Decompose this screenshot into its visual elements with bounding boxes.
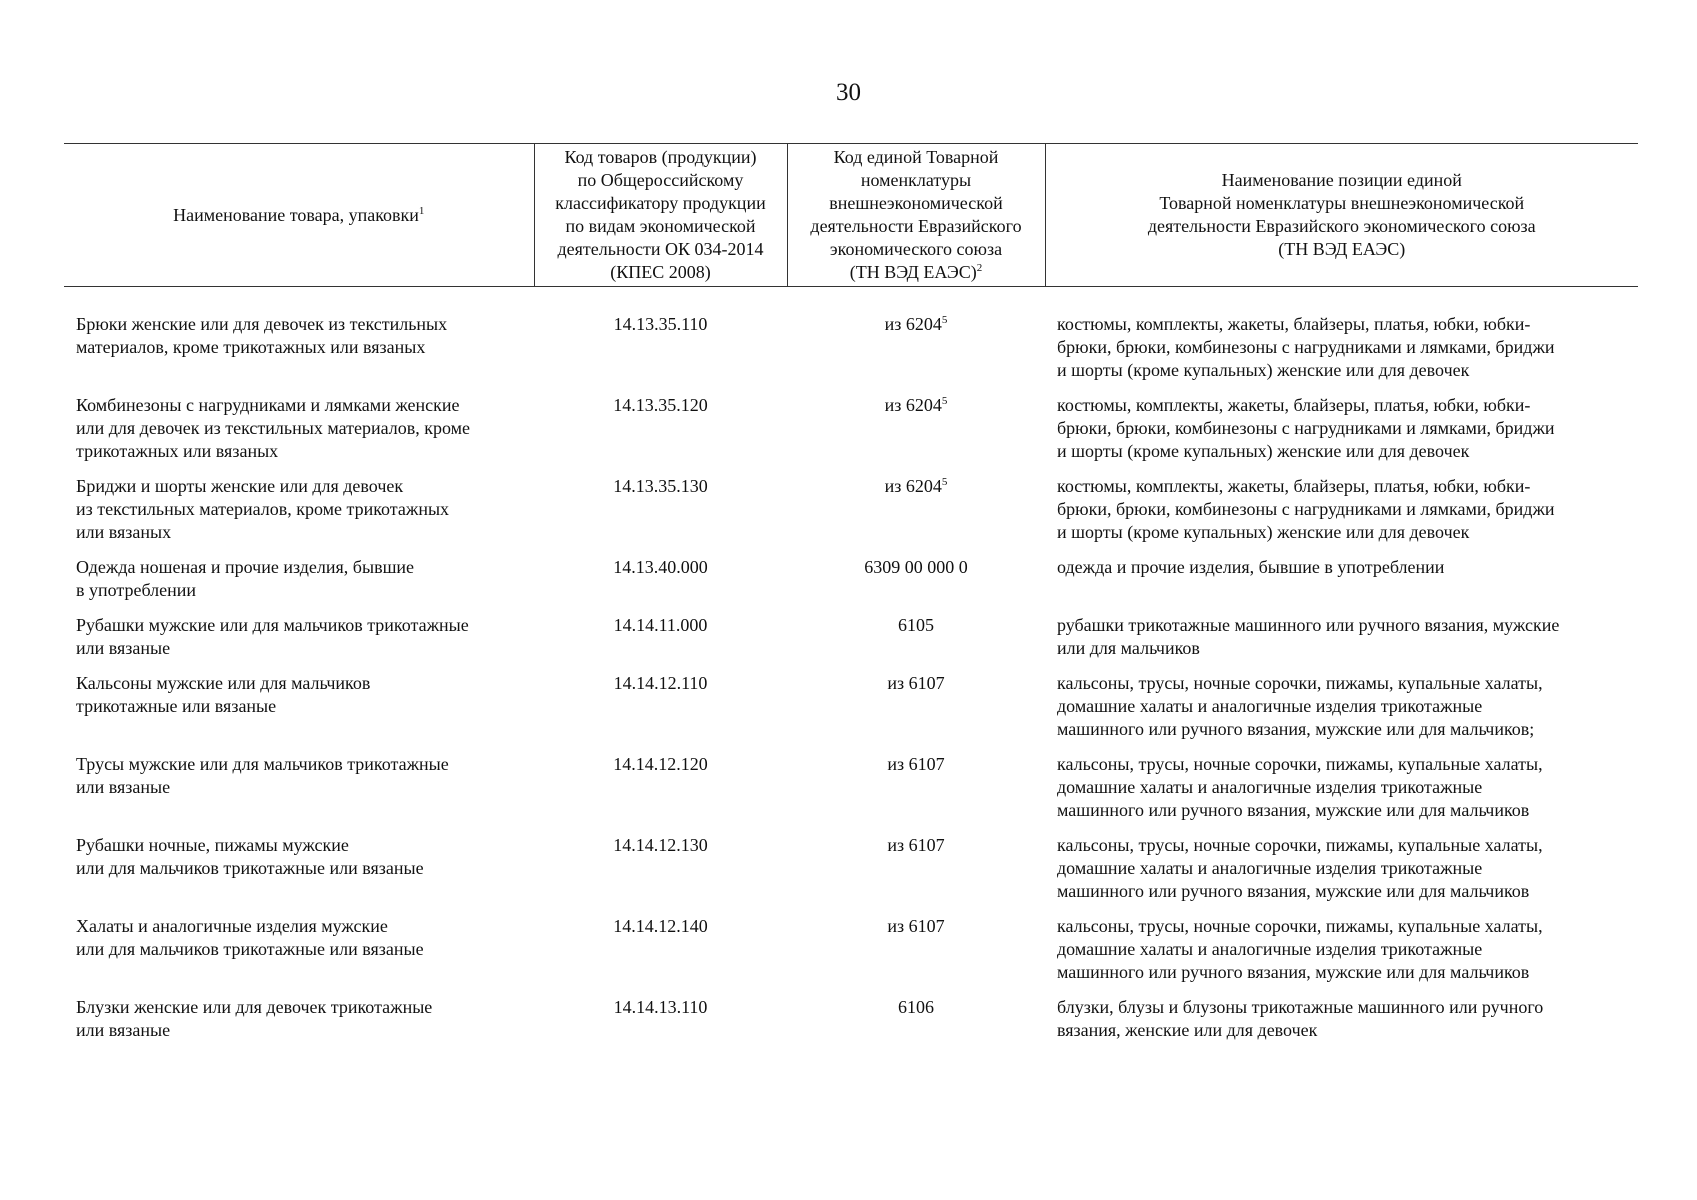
cell-tnved-footnote: 5: [941, 314, 948, 326]
cell-okpd: 14.14.12.140: [613, 916, 708, 936]
cell-okpd: 14.13.35.110: [613, 314, 708, 334]
cell-name: Халаты и аналогичные изделия мужские или для мальчиков трикотажные или вязаные: [76, 916, 424, 959]
header-name: [64, 144, 534, 287]
cell-name: Трусы мужские или для мальчиков трикотажные или вязаные: [76, 754, 449, 797]
cell-tnved: [787, 996, 1045, 1054]
cell-tnved: [787, 915, 1045, 996]
cell-tnved: [787, 394, 1045, 475]
cell-desc: кальсоны, трусы, ночные сорочки, пижамы, купальные халаты, домашние халаты и аналогичные изделия трикотажные машинного или ручного вязания, мужские или для мальчиков: [1057, 916, 1543, 982]
cell-tnved-text: из 6107: [887, 754, 945, 774]
header-okpd: Код товаров (продукции) по Общероссийскому классификатору продукции по видам экономической деятельности ОК 034-2014 (КПЕС 2008): [534, 144, 787, 287]
cell-tnved: [787, 753, 1045, 834]
cell-tnved-text: из 6107: [887, 835, 945, 855]
cell-okpd: 14.14.12.120: [613, 754, 708, 774]
table-row: [64, 834, 1638, 915]
cell-tnved-footnote: 5: [941, 395, 948, 407]
table-row: [64, 475, 1638, 556]
header-tnved: [787, 144, 1045, 287]
header-tnved-text: Код единой Товарной номенклатуры внешнеэкономической деятельности Евразийского экономического союза (ТН ВЭД ЕАЭС): [810, 147, 1022, 282]
cell-desc: костюмы, комплекты, жакеты, блайзеры, платья, юбки, юбки- брюки, брюки, комбинезоны с нагрудниками и лямками, бриджи и шорты (кроме купальных) женские или для девочек: [1057, 395, 1555, 461]
cell-tnved-text: из 6107: [887, 673, 945, 693]
table-row: [64, 672, 1638, 753]
table-row: [64, 753, 1638, 834]
cell-name: Комбинезоны с нагрудниками и лямками женские или для девочек из текстильных материалов, кроме трикотажных или вязаных: [76, 395, 471, 461]
header-name-text: Наименование товара, упаковки: [173, 204, 419, 225]
cell-tnved: [787, 672, 1045, 753]
cell-desc: костюмы, комплекты, жакеты, блайзеры, платья, юбки, юбки- брюки, брюки, комбинезоны с нагрудниками и лямками, бриджи и шорты (кроме купальных) женские или для девочек: [1057, 476, 1555, 542]
cell-tnved: [787, 475, 1045, 556]
cell-name: Брюки женские или для девочек из текстильных материалов, кроме трикотажных или вязаных: [76, 314, 448, 357]
cell-tnved: [787, 614, 1045, 672]
cell-tnved-footnote: 5: [941, 476, 948, 488]
cell-desc: одежда и прочие изделия, бывшие в употреблении: [1057, 557, 1445, 577]
cell-okpd: 14.13.40.000: [613, 557, 708, 577]
cell-okpd: 14.14.11.000: [613, 615, 708, 635]
cell-tnved-text: из 6204: [884, 314, 942, 334]
cell-tnved-text: 6309 00 000 0: [864, 557, 968, 577]
cell-name: Кальсоны мужские или для мальчиков трикотажные или вязаные: [76, 673, 371, 716]
page-number: 30: [836, 79, 861, 106]
table-body: [64, 287, 1638, 1055]
cell-desc: кальсоны, трусы, ночные сорочки, пижамы, купальные халаты, домашние халаты и аналогичные изделия трикотажные машинного или ручного вязания, мужские или для мальчиков: [1057, 754, 1543, 820]
cell-okpd: 14.14.12.110: [613, 673, 708, 693]
header-desc: Наименование позиции единой Товарной номенклатуры внешнеэкономической деятельности Евразийского экономического союза (ТН ВЭД ЕАЭС): [1045, 144, 1638, 287]
cell-desc: костюмы, комплекты, жакеты, блайзеры, платья, юбки, юбки- брюки, брюки, комбинезоны с нагрудниками и лямками, бриджи и шорты (кроме купальных) женские или для девочек: [1057, 314, 1555, 380]
cell-tnved-text: 6105: [898, 615, 934, 635]
cell-tnved: [787, 287, 1045, 395]
cell-desc: кальсоны, трусы, ночные сорочки, пижамы, купальные халаты, домашние халаты и аналогичные изделия трикотажные машинного или ручного вязания, мужские или для мальчиков;: [1057, 673, 1543, 739]
table-header: [64, 144, 1638, 287]
table-row: [64, 287, 1638, 395]
cell-tnved: [787, 834, 1045, 915]
cell-tnved-text: из 6204: [884, 395, 942, 415]
header-name-footnote: 1: [418, 204, 425, 217]
table-row: [64, 614, 1638, 672]
table-row: [64, 996, 1638, 1054]
cell-name: Одежда ношеная и прочие изделия, бывшие в употреблении: [76, 557, 415, 600]
cell-tnved-text: из 6204: [884, 476, 942, 496]
cell-okpd: 14.14.13.110: [613, 997, 708, 1017]
cell-okpd: 14.13.35.120: [613, 395, 708, 415]
cell-desc: кальсоны, трусы, ночные сорочки, пижамы, купальные халаты, домашние халаты и аналогичные изделия трикотажные машинного или ручного вязания, мужские или для мальчиков: [1057, 835, 1543, 901]
cell-tnved-text: из 6107: [887, 916, 945, 936]
cell-tnved: [787, 556, 1045, 614]
cell-desc: блузки, блузы и блузоны трикотажные машинного или ручного вязания, женские или для девочек: [1057, 997, 1544, 1040]
cell-name: Блузки женские или для девочек трикотажные или вязаные: [76, 997, 433, 1040]
goods-table: [64, 143, 1638, 1054]
cell-name: Рубашки мужские или для мальчиков трикотажные или вязаные: [76, 615, 469, 658]
cell-name: Рубашки ночные, пижамы мужские или для мальчиков трикотажные или вязаные: [76, 835, 424, 878]
cell-tnved-text: 6106: [898, 997, 934, 1017]
table-row: [64, 915, 1638, 996]
table-row: [64, 394, 1638, 475]
cell-desc: рубашки трикотажные машинного или ручного вязания, мужские или для мальчиков: [1057, 615, 1560, 658]
header-tnved-footnote: 2: [976, 262, 983, 274]
cell-okpd: 14.14.12.130: [613, 835, 708, 855]
cell-okpd: 14.13.35.130: [613, 476, 708, 496]
table-row: [64, 556, 1638, 614]
cell-name: Бриджи и шорты женские или для девочек из текстильных материалов, кроме трикотажных или вязаных: [76, 476, 450, 542]
